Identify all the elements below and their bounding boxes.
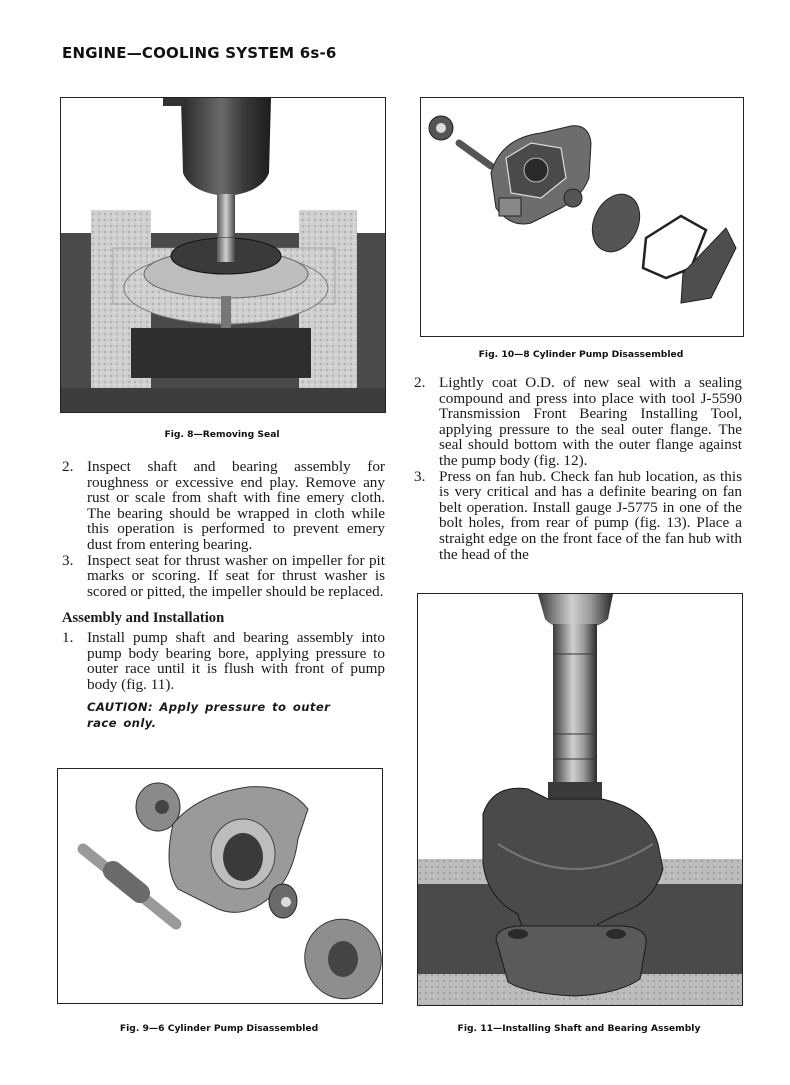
step-number: 2.	[62, 458, 74, 475]
page-header: ENGINE—COOLING SYSTEM 6s-6	[62, 44, 337, 62]
figure-11-installing-shaft-photo	[417, 593, 743, 1006]
step-text: Install pump shaft and bearing assembly into pump body bearing bore, applying pressure to outer race until it is flush with front of pump body (fig. 11).	[87, 628, 385, 693]
figure-10-8-cylinder-pump-photo	[420, 97, 744, 337]
figure-9-caption: Fig. 9—6 Cylinder Pump Disassembled	[119, 1023, 319, 1034]
figure-8-removing-seal-photo	[60, 97, 386, 413]
step-item	[62, 630, 385, 692]
step-item	[414, 375, 742, 469]
step-text: Inspect shaft and bearing assembly for roughness or excessive end play. Remove any rust or scale from shaft with fine emery cloth. The bearing should be wrapped in cloth while this operation is performed to prevent emery dust from entering bearing.	[87, 458, 385, 553]
figure-9-6-cylinder-pump-photo	[57, 768, 383, 1004]
figure-8-caption: Fig. 8—Removing Seal	[164, 429, 280, 440]
section-heading-assembly: Assembly and Installation	[62, 610, 225, 627]
step-text: Lightly coat O.D. of new seal with a sealing compound and press into place with tool J-5590 Transmission Front Bearing Installing Tool, applying pressure to the seal outer flange. The seal should bottom with the outer flange against the pump body (fig. 12).	[439, 374, 742, 469]
step-item	[62, 459, 385, 553]
step-text: Inspect seat for thrust washer on impeller for pit marks or scoring. If seat for thrust washer is scored or pitted, the impeller should be replaced.	[87, 551, 385, 600]
step-number: 3.	[414, 467, 426, 485]
step-text: Press on fan hub. Check fan hub location, as this is very critical and has a definite bearing on fan belt operation. Install gauge J-5775 in one of the bolt holes, from rear of pump (fig. 13). Place a straight edge on the front face of the fan hub with the head of the	[439, 467, 742, 563]
figure-10-caption: Fig. 10—8 Cylinder Pump Disassembled	[478, 349, 684, 360]
step-item	[62, 553, 385, 600]
left-column-text	[62, 459, 385, 731]
right-column-text	[414, 375, 742, 562]
figure-11-caption: Fig. 11—Installing Shaft and Bearing Assembly	[457, 1023, 701, 1034]
caution-note: CAUTION: Apply pressure to outer race only.	[87, 700, 331, 730]
step-number: 3.	[62, 551, 74, 569]
step-number: 2.	[414, 374, 426, 391]
step-item	[414, 469, 742, 563]
step-number: 1.	[62, 628, 74, 646]
